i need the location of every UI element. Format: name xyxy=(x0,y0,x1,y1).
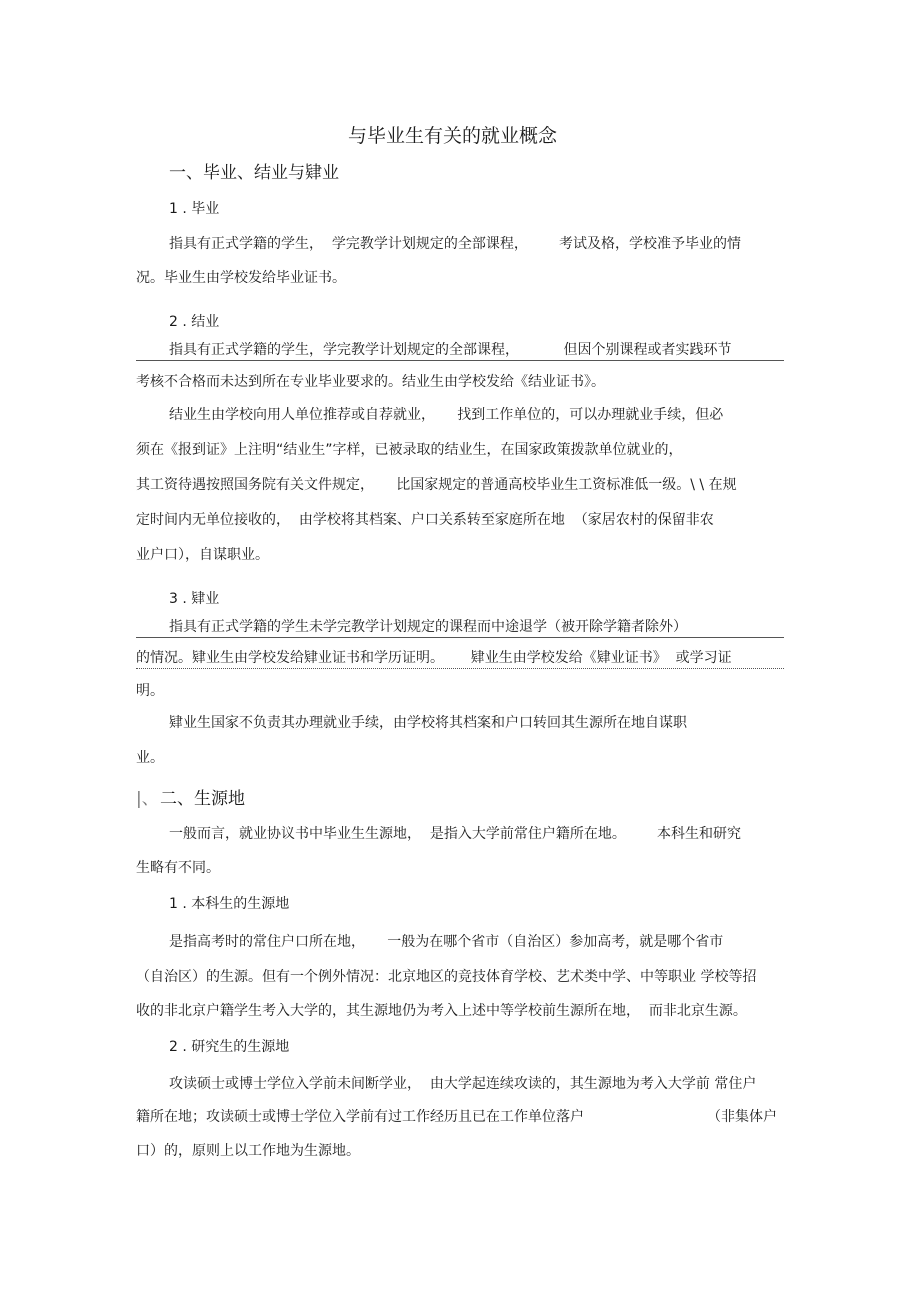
completion-para2-line: 其工资待遇按照国务院有关文件规定， 比国家规定的普通高校毕业生工资标准低一级。\ \ 在规 xyxy=(136,477,737,493)
section-2-heading: 二、生源地 xyxy=(160,789,245,809)
completion-para2-line: 结业生由学校向用人单位推荐或自荐就业， 找到工作单位的，可以办理就业手续，但必 xyxy=(169,407,724,423)
undergrad-heading: 1 . 本科生的生源地 xyxy=(169,896,290,912)
completion-para2-line: 须在《报到证》上注明“结业生”字样，已被录取的结业生，在国家政策拨款单位就业的， xyxy=(136,442,683,458)
completion-line: 考核不合格而未达到所在专业毕业要求的。结业生由学校发给《结业证书》。 xyxy=(136,374,605,390)
incomplete-heading: 3 . 肄业 xyxy=(169,591,220,607)
completion-para2-line: 定时间内无单位接收的， 由学校将其档案、户口关系转至家庭所在地 （家居农村的保留非农 xyxy=(136,512,714,528)
undergrad-line: （自治区）的生源。但有一个例外情况：北京地区的竞技体育学校、艺术类中学、中等职业 学校等招 xyxy=(136,969,757,985)
divider-rule xyxy=(136,637,784,638)
origin-intro-line: 生略有不同。 xyxy=(136,860,220,876)
origin-intro-line: 一般而言，就业协议书中毕业生生源地， 是指入大学前常住户籍所在地。 本科生和研究 xyxy=(169,826,742,842)
incomplete-line: 指具有正式学籍的学生未学完教学计划规定的课程而中途退学（被开除学籍者除外） xyxy=(169,619,687,635)
graduate-heading: 1 . 毕业 xyxy=(169,201,220,217)
section-2-marker: |、 xyxy=(136,789,159,809)
completion-heading: 2 . 结业 xyxy=(169,314,220,330)
completion-line: 指具有正式学籍的学生，学完教学计划规定的全部课程， 但因个别课程或者实践环节 xyxy=(169,342,732,358)
incomplete-para2-line: 肄业生国家不负责其办理就业手续，由学校将其档案和户口转回其生源所在地自谋职 xyxy=(169,715,687,731)
undergrad-line: 收的非北京户籍学生考入大学的，其生源地仍为考入上述中等学校前生源所在地， 而非北京生源。 xyxy=(136,1003,747,1019)
postgrad-line: 口）的，原则上以工作地为生源地。 xyxy=(136,1143,360,1159)
section-1-heading: 一、毕业、结业与肄业 xyxy=(169,163,339,183)
completion-para2-line: 业户口），自谋职业。 xyxy=(136,547,269,563)
postgrad-line: 籍所在地；攻读硕士或博士学位入学前有过工作经历且已在工作单位落户 xyxy=(136,1109,584,1125)
undergrad-line: 是指高考时的常住户口所在地， 一般为在哪个省市（自治区）参加高考，就是哪个省市 xyxy=(169,934,724,950)
postgrad-heading: 2 . 研究生的生源地 xyxy=(169,1039,290,1055)
postgrad-line: （非集体户 xyxy=(707,1109,777,1125)
graduate-line: 况。毕业生由学校发给毕业证书。 xyxy=(136,270,346,286)
incomplete-line: 的情况。肄业生由学校发给肄业证书和学历证明。 肄业生由学校发给《肄业证书》 或学习证 xyxy=(136,650,732,666)
divider-rule xyxy=(136,360,784,361)
incomplete-para2-line: 业。 xyxy=(136,750,164,766)
document-title: 与毕业生有关的就业概念 xyxy=(348,125,558,147)
postgrad-line: 攻读硕士或博士学位入学前未间断学业， 由大学起连续攻读的，其生源地为考入大学前 常住户 xyxy=(169,1076,757,1092)
graduate-line: 指具有正式学籍的学生， 学完教学计划规定的全部课程， 考试及格，学校准予毕业的情 xyxy=(169,236,742,252)
underline-rule xyxy=(136,668,784,669)
incomplete-line: 明。 xyxy=(136,683,164,699)
